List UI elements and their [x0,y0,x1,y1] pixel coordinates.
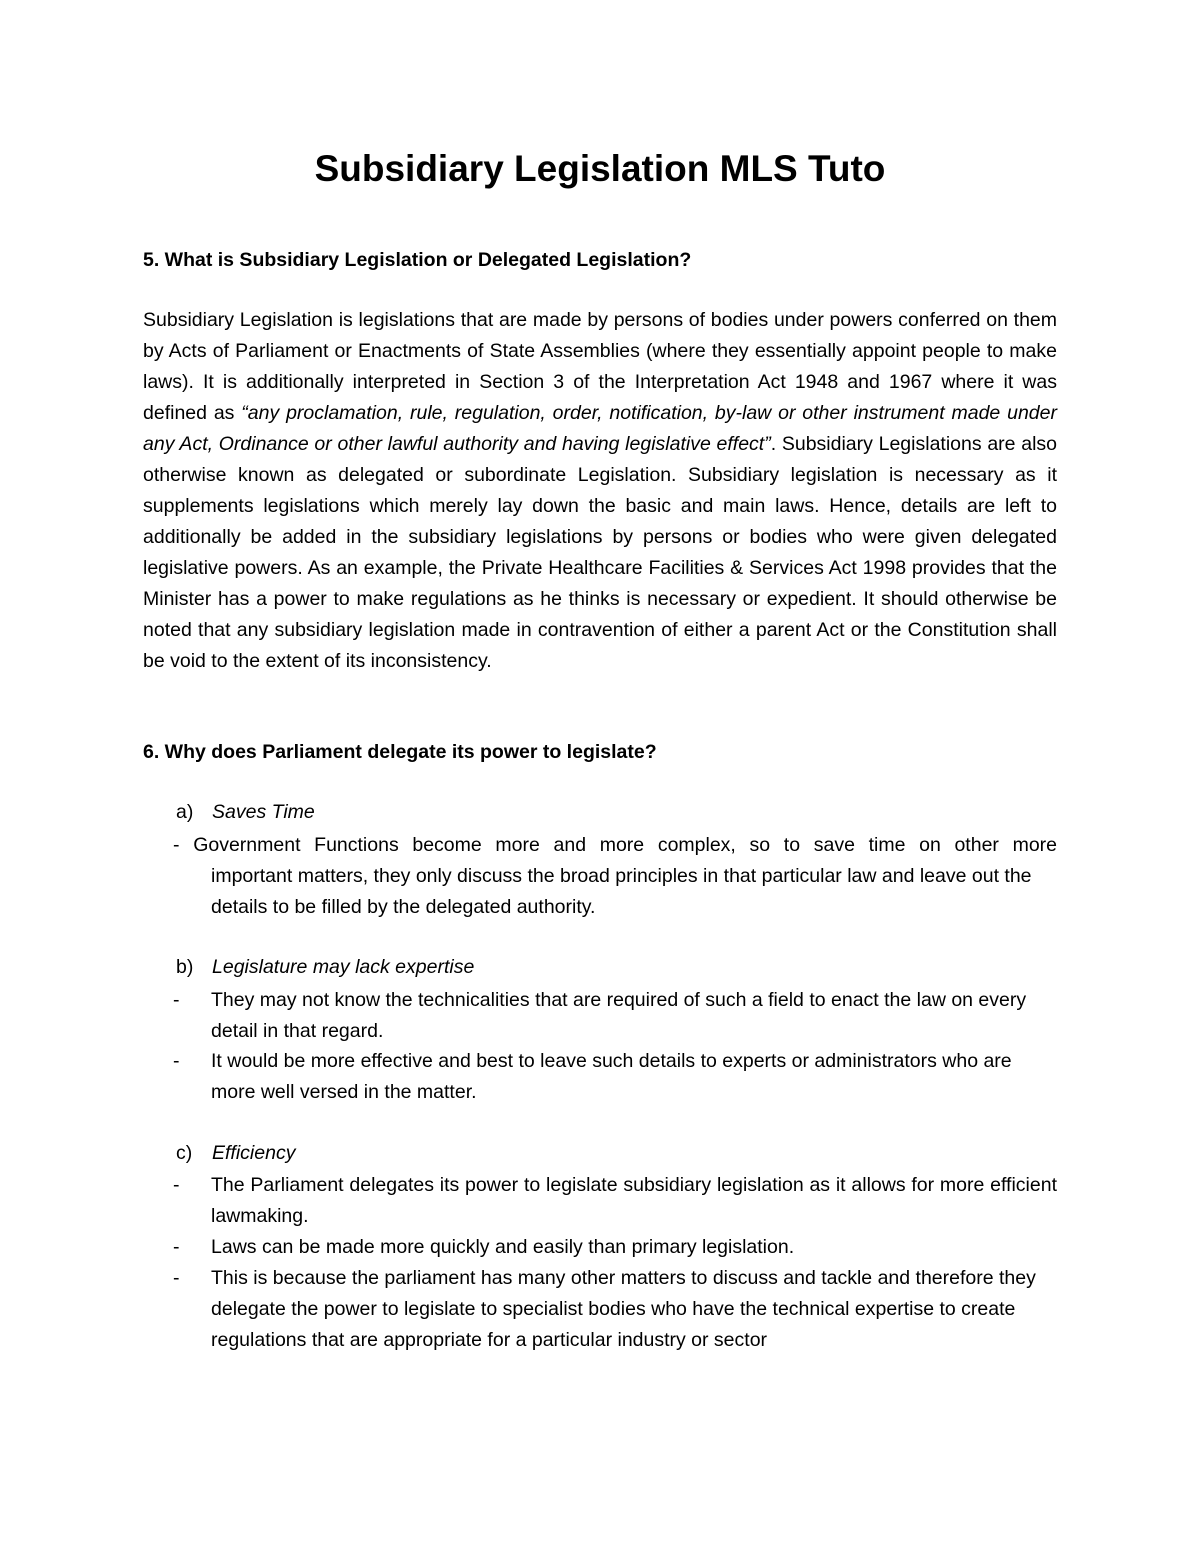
list-item-label [176,797,1046,828]
bullet-dash: - [173,1174,180,1196]
list-item-label [176,952,1046,983]
section-5-paragraph [143,305,1057,677]
bullet-point [173,1263,1057,1356]
paragraph-text-after-quote: . Subsidiary Legislations are also otherwise known as delegated or subordinate Legislation. Subsidiary legislation is necessary as it supplements legislations which merely lay down the basic and main laws. Hence, details are left to additionally be added in the subsidiary legislations by persons or bodies who were given delegated legislative powers. As an example, the Private Healthcare Facilities & Services Act 1998 provides that the Minister has a power to make regulations as he thinks is necessary or expedient. It should otherwise be noted that any subsidiary legislation made in contravention of either a parent Act or the Constitution shall be void to the extent of its inconsistency. [143,433,1057,672]
paragraph-text-before-quote: Subsidiary Legislation is legislations that are made by persons of bodies under powers conferred on them by Acts of Parliament or Enactments of State Assemblies (where they essentially appoint people to make laws). It is additionally interpreted in Section 3 of the Interpretation Act 1948 and 1967 where it was defined as [143,309,1057,424]
bullet-text: The Parliament delegates its power to legislate subsidiary legislation as it allows for more efficient lawmaking. [211,1174,1057,1227]
bullet-dash: - [173,1267,180,1289]
bullet-point [173,1232,1057,1263]
bullet-dash: - [173,1236,180,1258]
bullet-text-continuation: important matters, they only discuss the broad principles in that particular law and leave out the details to be filled by the delegated authority. [211,865,1032,918]
section-6-heading: 6. Why does Parliament delegate its power to legislate? [143,741,657,763]
bullet-dash: - [173,1050,180,1072]
bullet-dash: - [173,989,180,1011]
section-5-heading: 5. What is Subsidiary Legislation or Delegated Legislation? [143,249,692,271]
bullet-point [173,985,1057,1047]
list-item-label [176,1138,1046,1169]
bullet-text: It would be more effective and best to leave such details to experts or administrators who are more well versed in the matter. [211,1050,1012,1103]
definition-quote: “any proclamation, rule, regulation, order, notification, by-law or other instrument made under any Act, Ordinance or other lawful authority and having legislative effect” [143,402,1057,455]
bullet-point [173,830,1057,923]
list-item-letter: b) [176,956,194,978]
bullet-point [173,1170,1057,1232]
list-item-name: Efficiency [212,1142,296,1164]
bullet-text: This is because the parliament has many other matters to discuss and tackle and therefore they delegate the power to legislate to specialist bodies who have the technical expertise to create regulations that are appropriate for a particular industry or sector [211,1267,1036,1351]
bullet-text: They may not know the technicalities that are required of such a field to enact the law on every detail in that regard. [211,989,1027,1042]
document-page [143,0,1057,1553]
bullet-point [173,1046,1057,1108]
document-title: Subsidiary Legislation MLS Tuto [314,148,886,189]
list-item-name: Saves Time [212,801,315,823]
bullet-text: Laws can be made more quickly and easily than primary legislation. [211,1236,795,1258]
list-item-letter: c) [176,1142,193,1164]
list-item-name: Legislature may lack expertise [212,956,475,978]
bullet-text-first-line: Government Functions become more and more complex, so to save time on other more [193,834,1058,856]
bullet-dash: - [173,834,180,856]
list-item-letter: a) [176,801,194,823]
